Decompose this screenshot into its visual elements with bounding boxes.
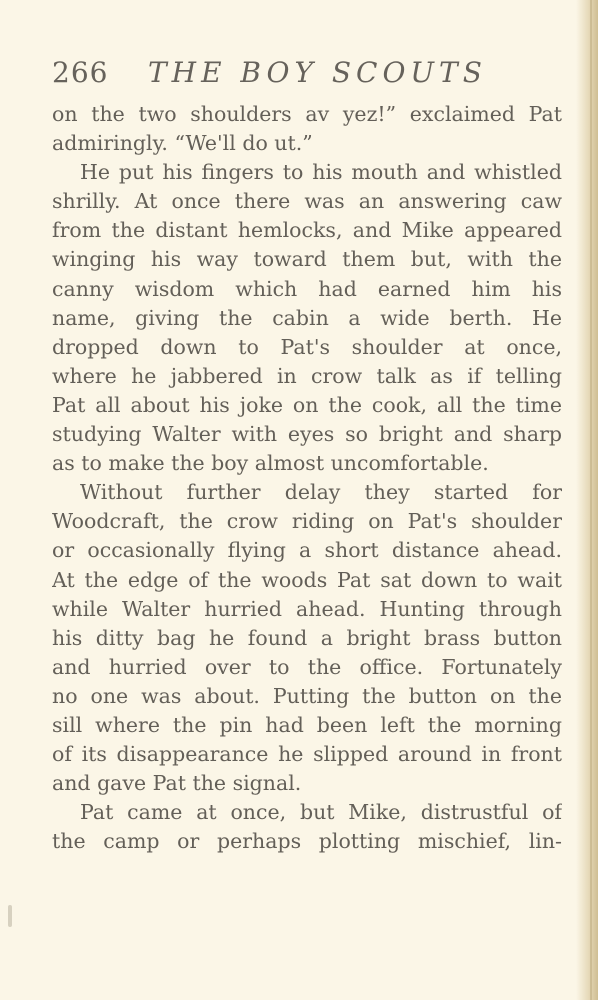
text-line: He put his fingers to his mouth and whistled — [80, 160, 562, 185]
text-line: canny wisdom which had earned him his — [52, 276, 562, 301]
text-line: name, giving the cabin a wide berth. He — [52, 305, 562, 330]
text-line: Pat came at once, but Mike, distrustful of — [80, 800, 562, 825]
text-line: from the distant hemlocks, and Mike appeared — [52, 218, 562, 243]
text-line: shrilly. At once there was an answering caw — [52, 189, 562, 214]
text-line: of its disappearance he slipped around in front — [52, 742, 562, 767]
text-line: or occasionally flying a short distance ahead. — [52, 538, 562, 563]
text-line: Pat all about his joke on the cook, all the time — [52, 392, 562, 417]
text-line: where he jabbered in crow talk as if telling — [52, 363, 562, 388]
text-line: no one was about. Putting the button on the — [52, 683, 562, 708]
text-line: Without further delay they started for — [80, 480, 562, 505]
text-line: dropped down to Pat's shoulder at once, — [52, 334, 562, 359]
text-line: studying Walter with eyes so bright and sharp — [52, 422, 562, 447]
page-edge-line — [590, 0, 592, 1000]
text-line: sill where the pin had been left the morning — [52, 712, 562, 737]
margin-mark — [8, 905, 12, 927]
text-line: as to make the boy almost uncomfortable. — [52, 451, 489, 476]
running-head — [52, 56, 562, 96]
text-line: and gave Pat the signal. — [52, 771, 302, 796]
text-line: winging his way toward them but, with the — [52, 247, 562, 272]
text-line: the camp or perhaps plotting mischief, lin- — [52, 829, 562, 854]
text-line: while Walter hurried ahead. Hunting through — [52, 596, 562, 621]
page-edge-shadow — [576, 0, 598, 1000]
text-line: on the two shoulders av yez!” exclaimed Pat — [52, 102, 562, 126]
page-number: 266 — [52, 56, 109, 89]
body-text — [52, 100, 562, 856]
text-line: Woodcraft, the crow riding on Pat's shoulder — [52, 509, 562, 534]
text-line: his ditty bag he found a bright brass button — [52, 625, 562, 650]
text-line: and hurried over to the office. Fortunately — [52, 654, 562, 679]
text-line: admiringly. “We'll do ut.” — [52, 131, 313, 156]
text-line: At the edge of the woods Pat sat down to wait — [52, 567, 562, 592]
book-title: THE BOY SCOUTS — [148, 56, 487, 89]
